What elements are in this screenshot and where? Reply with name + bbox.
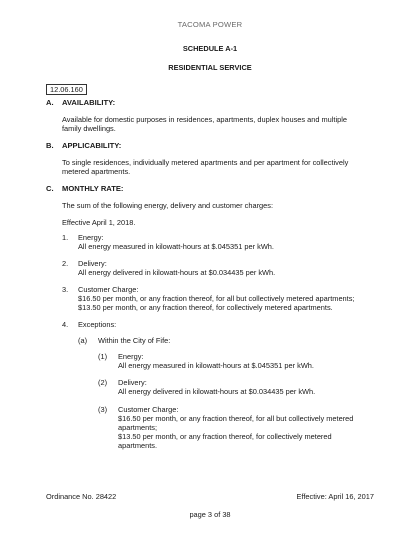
subitem-1-heading: Energy: xyxy=(118,352,144,361)
schedule-subtitle: RESIDENTIAL SERVICE xyxy=(168,63,252,72)
subitem-3-text-line-1: $16.50 per month, or any fraction thereof, for all but collectively metered xyxy=(118,414,354,423)
subitem-2-heading: Delivery: xyxy=(118,378,147,387)
section-a-text-line-2: family dwellings. xyxy=(62,124,116,133)
section-a-label: A. xyxy=(46,98,54,107)
item-2-text: All energy delivered in kilowatt-hours at $0.034435 per kWh. xyxy=(78,268,276,277)
item-3-heading: Customer Charge: xyxy=(78,285,139,294)
exception-a-text: Within the City of Fife: xyxy=(98,336,171,345)
section-a-text-line-1: Available for domestic purposes in residences, apartments, duplex houses and multiple xyxy=(62,115,347,124)
subitem-1-number: (1) xyxy=(98,352,108,361)
section-a-title: AVAILABILITY: xyxy=(62,98,116,107)
subitem-3-number: (3) xyxy=(98,405,108,414)
item-1-text: All energy measured in kilowatt-hours at $.045351 per kWh. xyxy=(78,242,274,251)
schedule-title: SCHEDULE A-1 xyxy=(182,44,238,53)
subitem-3-text-line-3: $13.50 per month, or any fraction thereof, for collectively metered xyxy=(118,432,332,441)
subitem-2-text: All energy delivered in kilowatt-hours at $0.034435 per kWh. xyxy=(118,387,316,396)
section-c-title: MONTHLY RATE: xyxy=(62,184,124,193)
subitem-3-heading: Customer Charge: xyxy=(118,405,179,414)
exception-a-label: (a) xyxy=(78,336,88,345)
code-section-box: 12.06.160 xyxy=(46,84,87,95)
section-b-text-line-1: To single residences, individually metered apartments and per apartment for collectively xyxy=(62,158,349,167)
section-b-text-line-2: metered apartments. xyxy=(62,167,131,176)
organization-header: TACOMA POWER xyxy=(177,20,243,29)
effective-date: Effective: April 16, 2017 xyxy=(296,492,374,501)
page-number: page 3 of 38 xyxy=(189,510,231,519)
section-c-effective: Effective April 1, 2018. xyxy=(62,218,136,227)
ordinance-number: Ordinance No. 28422 xyxy=(46,492,117,501)
subitem-3-text-line-2: apartments; xyxy=(118,423,158,432)
item-1-number: 1. xyxy=(62,233,69,242)
section-b-title: APPLICABILITY: xyxy=(62,141,122,150)
item-1-heading: Energy: xyxy=(78,233,104,242)
section-c-label: C. xyxy=(46,184,54,193)
subitem-2-number: (2) xyxy=(98,378,108,387)
section-b-label: B. xyxy=(46,141,54,150)
item-3-text-line-2: $13.50 per month, or any fraction thereof, for collectively metered apartments. xyxy=(78,303,333,312)
item-4-number: 4. xyxy=(62,320,69,329)
section-c-intro: The sum of the following energy, delivery and customer charges: xyxy=(62,201,274,210)
item-4-heading: Exceptions: xyxy=(78,320,117,329)
subitem-1-text: All energy measured in kilowatt-hours at $.045351 per kWh. xyxy=(118,361,314,370)
item-2-heading: Delivery: xyxy=(78,259,107,268)
item-3-text-line-1: $16.50 per month, or any fraction thereof, for all but collectively metered apartments; xyxy=(78,294,355,303)
item-3-number: 3. xyxy=(62,285,69,294)
subitem-3-text-line-4: apartments. xyxy=(118,441,158,450)
item-2-number: 2. xyxy=(62,259,69,268)
